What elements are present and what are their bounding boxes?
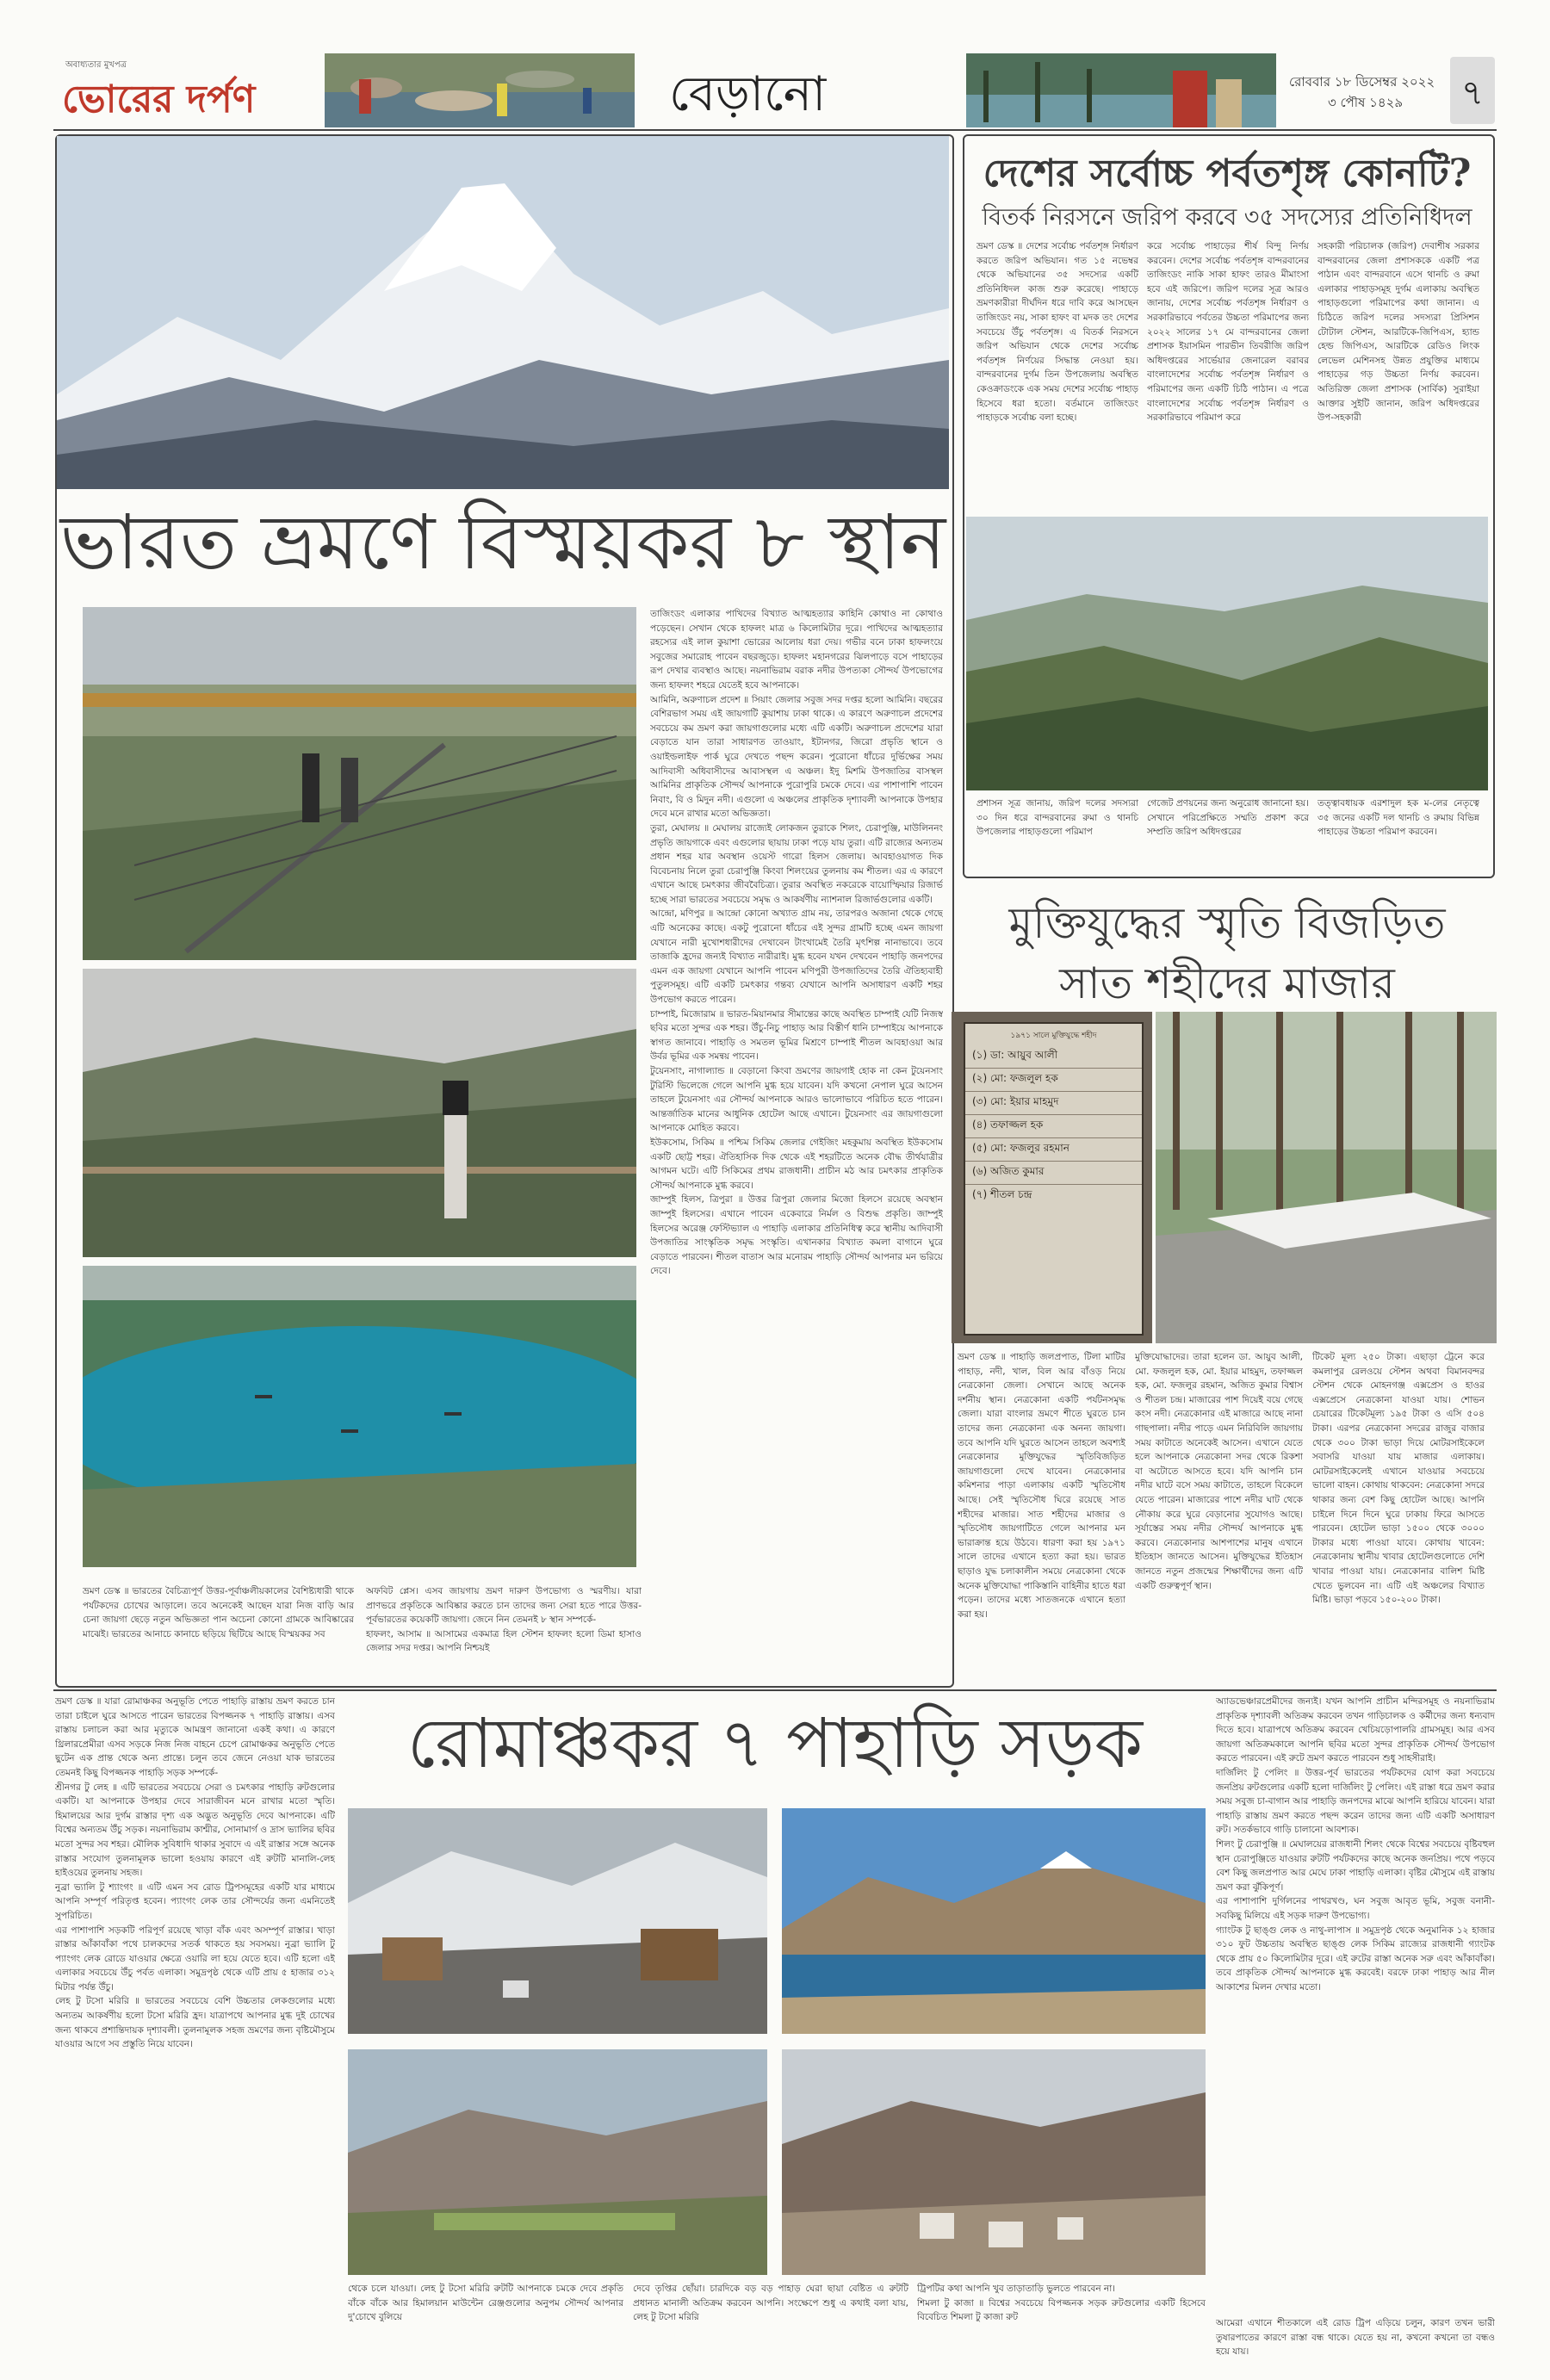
peak-story-title: দেশের সর্বোচ্চ পর্বতশৃঙ্গ কোনটি? <box>983 152 1472 195</box>
masthead-rule <box>53 129 1497 131</box>
roads-story-right: অ্যাডভেঞ্চারপ্রেমীদের জন্যই। যখন আপনি প্রাচীন মন্দিরসমূহ ও নয়নাভিরাম প্রাকৃতিক দৃশ্যাবলী অতিক্রম করবেন তখন গাড়িচালক ও কর্মীদের জন্য ধন্যবাদ দিতে হবে। যাত্রাপথে অতিক্রম করবেন খেচিয়ড়োপালরি গ্রামসমূহ। আর এসব জায়গা অতিক্রমকালে আপনি ছবির মতো সুন্দর প্রাকৃতিক সৌন্দর্য উপভোগ করতে পারবেন। এই রুটে ভ্রমণ করতে পারবেন শুধু সাহসীরাই। দার্জিলিং টু পেলিং ॥ উত্তর-পূর্ব ভারতের পর্যটকদের যোগ করা সবচেয়ে জনপ্রিয় রুটগুলোর একটি হলো দার্জিলিং টু পেলিং। এই রাস্তা ধরে ভ্রমণ করার সময় সবুজ চা-বাগান আর পাহাড়ি জনপদের মাঝে আপনি হারিয়ে যাবেন। যারা পাহাড়ি রাস্তায় ভ্রমণ করতে পছন্দ করেন তাদের জন্য এটি একটি অসাধারণ রুট। সতর্কভাবে গাড়ি চালানো আবশ্যক। শিলং টু চেরাপুঞ্জি ॥ মেঘালয়ের রাজধানী শিলং থেকে বিশ্বের সবচেয়ে বৃষ্টিবহুল স্থান চেরাপুঞ্জিতে যাওয়ার রুটটি পর্যটকদের কাছে অনেক জনপ্রিয়। পথে পড়বে বেশ কিছু জলপ্রপাত আর মেঘে ঢাকা পাহাড়ি এলাকা। বৃষ্টির মৌসুমে এই রাস্তায় ভ্রমণ করা ঝুঁকিপূর্ণ। এর পাশাপাশি দুর্গিলনের পাথরখণ্ড, ঘন সবুজ আবৃত ভূমি, সবুজ বনানী-সবকিছু মিলিয়ে এই সড়ক দারুণ উপভোগ্য। গ্যাংটক টু ছাঙ্গু লেক ও নাথু-লাপাস ॥ সমুদ্রপৃষ্ঠ থেকে অনুমানিক ১২ হাজার ৩১০ ফুট উচ্চতায় অবস্থিত ছাঙ্গু লেক সিকিম রাজ্যের রাজধানী গ্যাংটক থেকে প্রায় ৫০ কিলোমিটার দূরে। এই রুটের রাস্তা অনেক সরু এবং আঁকাবাঁকা। তবে প্রাকৃতিক সৌন্দর্য আপনাকে মুগ্ধ করবেই। বরফে ঢাকা পাহাড় আর নীল আকাশের মিলন দেখার মতো। <box>1216 1696 1495 1993</box>
date-line-1: রোববার ১৮ ডিসেম্বর ২০২২ <box>1289 74 1435 90</box>
plaque-board <box>964 1022 1144 1336</box>
martyr-story-title-1: মুক্তিযুদ্ধের স্মৃতি বিজড়িত <box>1008 898 1446 948</box>
peak-story-subtitle: বিতর্ক নিরসনে জরিপ করবে ৩৫ সদস্যের প্রতিনিধিদল <box>982 204 1472 231</box>
india-hero-mountain-photo <box>57 136 949 489</box>
india-bridge-photo <box>83 607 636 960</box>
martyr-graves-photo <box>1156 1012 1497 1343</box>
india-story-title: ভারত ভ্রমণে বিস্ময়কর ৮ স্থান <box>59 498 946 586</box>
roads-town-photo <box>348 1808 767 2034</box>
plaque-line-1: (১) ডা: আয়ুব আলী <box>965 1045 1142 1069</box>
plaque-line-3: (৩) মো: ইয়ার মাহমুদ <box>965 1092 1142 1115</box>
roads-story-bottom-2: দেবে তৃপ্তির ছোঁয়া। চারদিকে বড় বড় পাহাড় ঘেরা ছায়া বেষ্টিত এ রুটটি প্রধানত মানালী অতিক্রম করবেন আপনি। সংক্ষেপে শুধু এ কথাই বলা যায়, লেহ টু টসো মরিরি <box>633 2284 908 2323</box>
page-number: ৭ <box>1460 73 1484 113</box>
martyr-plaque-photo <box>952 1012 1152 1343</box>
plaque-line-7: (৭) শীতল চন্দ্র <box>972 1188 1032 1200</box>
peak-story-col-2: করে সর্বোচ্চ পাহাড়ের শীর্ষ বিন্দু নির্ণয় করবেন। দেশের সর্বোচ্চ পর্বতশৃঙ্গ বান্দরবানের তাজিংডং নাকি সাকা হাফং তারও মীমাংসা হবে এই জরিপে। জরিপ দলের সূত্র আরও জানায়, দেশের সর্বোচ্চ পর্বতশৃঙ্গ নির্ধারণ ও সরকারিভাবে পর্বতের উচ্চতা পরিমাপের জন্য ২০২২ সালের ১৭ মে বান্দরবানের জেলা প্রশাসক ইয়াসমিন পারভীন তিবরীজি জরিপ অধিদপ্তরের সার্ভেয়ার জেনারেল বরাবর বাংলাদেশের সর্বোচ্চ পর্বতশৃঙ্গ নির্ধারণ ও পরিমাপের জন্য একটি চিঠি পাঠান। এ পত্রে বাংলাদেশের সর্বোচ্চ পর্বতশৃঙ্গ নির্ধারণ ও সরকারিভাবে পরিমাপ করে <box>1147 241 1309 424</box>
roads-lake-photo <box>782 1808 1206 2034</box>
martyr-story-title-2: সাত শহীদের মাজার <box>1059 958 1395 1008</box>
peak-story-col-1: ভ্রমণ ডেস্ক ॥ দেশের সর্বোচ্চ পর্বতশৃঙ্গ নির্ধারণ করতে জরিপ অভিযান। গত ১৫ নভেম্বর থেকে অভিযানের ৩৫ সদস্যের একটি প্রতিনিধিদল কাজ শুরু করেছে। পাহাড়ে ভ্রমণকারীরা দীর্ঘদিন ধরে দাবি করে আসছেন তাজিংডং নয়, সাকা হাফং বা মদক তং দেশের সবচেয়ে উঁচু পর্বতশৃঙ্গ। এ বিতর্ক নিরসনে জরিপ অভিযান থেকে দেশের সর্বোচ্চ পর্বতশৃঙ্গ নির্ণয়ের সিদ্ধান্ত নেওয়া হয়। বান্দরবানের দুর্গম তিন উপজেলায় অবস্থিত কেওক্রাডংকে এক সময় দেশের সর্বোচ্চ পাহাড় হিসেবে ধরা হতো। বর্তমানে তাজিংডং পাহাড়কে সর্বোচ্চ বলা হচ্ছে। <box>976 241 1138 424</box>
roads-valley-photo <box>348 2049 767 2275</box>
roads-village-photo <box>782 2049 1206 2275</box>
martyr-story-col-2: মুক্তিযোদ্ধাদের। তারা হলেন ডা. আয়ুব আলী, মো. ফজলুল হক, মো. ইয়ার মাহমুদ, তফাজ্জল হক, মো. ফজলুর রহমান, অজিত কুমার বিশ্বাস ও শীতল চন্দ্র। মাজারের পাশ দিয়েই বয়ে গেছে কংস নদী। নেত্রকোনার এই মাজারে আছে নানা গাছপালা। নদীর পাড়ে এমন নিরিবিলি জায়গায় সময় কাটাতে অনেকেই আসেন। এখানে যেতে হলে আপনাকে নেত্রকোনা সদর থেকে রিকশা বা অটোতে আসতে হবে। যদি আপনি চান নদীর ঘাটে বসে সময় কাটাতে, তাহলে বিকেলে যেতে পারেন। মাজারের পাশে নদীর ঘাট থেকে নৌকায় করে ঘুরে বেড়ানোর সুযোগও আছে। সূর্যাস্তের সময় নদীর সৌন্দর্য আপনাকে মুগ্ধ করবে। নেত্রকোনার আশপাশের মানুষ এখানে ইতিহাস জানতে আসেন। মুক্তিযুদ্ধের ইতিহাস জানতে নতুন প্রজন্মের শিক্ষার্থীদের জন্য এটি একটি গুরুত্বপূর্ণ স্থান। <box>1135 1352 1303 1591</box>
peak-story-col-3: সহকারী পরিচালক (জরিপ) দেবাশীষ সরকার বান্দরবানের জেলা প্রশাসককে একটি পত্র পাঠান এবং বান্দরবানে এসে থানচি ও রুমা এলাকার পাহাড়সমূহ দুর্গম এলাকায় অবস্থিত পাহাড়গুলো পরিমাপের কথা জানান। এ চিঠিতে জরিপ দলের সদস্যরা প্রিসিশন টোটাল স্টেশন, আরটিকে-জিপিএস, হ্যান্ড হেল্ড জিপিএস, আরটিকে রেডিও লিংক লেভেল মেশিনসহ উন্নত প্রযুক্তির মাধ্যমে পাহাড়ের গড় উচ্চতা নির্ণয় করবেন। অতিরিক্ত জেলা প্রশাসক (সার্বিক) সুরাইয়া আক্তার সুইটি জানান, জরিপ অধিদপ্তরের উপ-সহকারী <box>1318 241 1479 424</box>
roads-story-bottom-4: আমেরা এখানে শীতকালে এই রোড ট্রিপ এড়িয়ে চলুন, কারণ তখন ভারী তুষারপাতের কারণে রাস্তা বন্ধ থাকে। যেতে হয় না, কখনো কখনো তা বন্ধও হয়ে যায়। <box>1216 2318 1495 2358</box>
masthead-photo-left <box>325 53 635 127</box>
india-story-body: তাজিংডং এলাকার পাখিদের বিখ্যাত আত্মহত্যার কাহিনি কোথাও না কোথাও পড়েছেন। সেখান থেকে হাফলং মাত্র ৬ কিলোমিটার দূরে। পাখিদের আত্মহত্যার রহস্যের এই লাল কুয়াশা ভোরের আলোয় ধরা দেয়। গভীর বনে ঢাকা হাফলংয়ে সবুজের সমারোহ পাবেন বছরজুড়ে। হাফলং মহানগরের ঝিলপাড়ে বসে পাহাড়ের রূপ দেখার ব্যবস্থাও আছে। নয়নাভিরাম বরাক নদীর উপত্যকা সৌন্দর্য উপভোগের জন্য হাফলং শহরে যেতেই হবে আপনাকে। আমিনি, অরুণাচল প্রদেশ ॥ সিয়াং জেলার সবুজ সদর দপ্তর হলো আমিনি। বছরের বেশিরভাগ সময় এই জায়গাটি কুয়াশায় ঢাকা থাকে। এ কারণে অরুণাচল প্রদেশের সবচেয়ে কম ভ্রমণ করা জায়গাগুলোর মধ্যে এটি একটি। অরুণাচল প্রদেশের যারা বেড়াতে যান তারা সাধারণত তাওয়াং, ইটানগর, জিরো প্রভৃতি স্থানে ও ওয়াইল্ডলাইফ পার্ক ঘুরে দেখতে পছন্দ করেন। পুরোনো ধাঁচের দুর্ভিক্ষের সময় আদিবাসী অধিবাসীদের আবাসস্থল এ অঞ্চল। ইদু মিশমি উপজাতির বাসস্থল আমিনির প্রাকৃতিক সৌন্দর্য আপনাকে পুরোপুরি চমকে দেবে। এর পাশাপাশি পাবেন নিবাং, বি ও মিদুন নদী। এগুলো এ অঞ্চলের প্রাকৃতিক দৃশ্যাবলী আপনাকে উপহার দেবে মনে রাখার মতো অভিজ্ঞতা। তুরা, মেঘালয় ॥ মেঘালয় রাজ্যেই লোকজন তুরাকে শিলং, চেরাপুঞ্জি, মাউলিননং প্রভৃতি জায়গাকে এবং এগুলোর ছায়ায় ঢাকা পড়ে যায় তুরা। এটি রাজ্যের অন্যতম প্রধান শহর যার অবস্থান ওয়েস্ট গারো হিলস জেলায়। আবহাওয়াগত দিক বিবেচনায় নিলে তুরা চেরাপুঞ্জি কিংবা শিলংয়ের তুলনায় কম শীতল। এর এ কারণে এখানে আছে চমৎকার জীববৈচিত্র্য। তুরার অবস্থিত নকরেকে বায়োস্ফিয়ার রিজার্ভ হচ্ছে সারা ভারতের সবচেয়ে সমৃদ্ধ ও আকর্ষণীয় ন্যাশনাল রিজার্ভগুলোর একটি। আন্দ্রো, মণিপুর ॥ আন্দ্রো কোনো অখ্যাত গ্রাম নয়, তারপরও অজানা থেকে গেছে এটি অনেকের কাছে। একটু পুরোনো ধাঁচের এই সুন্দর গ্রামটি হচ্ছে এমন জায়গা যেখানে নারী মুখোশধারীদের দেখাবেন টাংখামেই তৈরি মৃৎশিল্প নানাভাবে। তবে তাজাকি হ্রদের জন্যই বিখ্যাত নারীরাই। মুগ্ধ হবেন যখন দেখবেন পাহাড়ি জনপদের এমন এক জায়গা যেখানে আপনি পাবেন মণিপুরী উপজাতিদের তৈরি ঐতিহ্যবাহী পুতুলসমূহ। এটি একটি চমৎকার গন্তব্য যেখানে আপনি অসাধারণ একটি শহর উপভোগ করতে পারেন। চাম্পাই, মিজোরাম ॥ ভারত-মিয়ানমার সীমান্তের কাছে অবস্থিত চাম্পাই যেটি নিজস্ব ছবির মতো সুন্দর এক শহর। উঁচু-নিচু পাহাড় আর বিস্তীর্ণ ধানি চাম্পাইয়ে আপনাকে স্বাগত জানাবে। পাহাড়ি ও সমতল ভূমির মিশ্রণে চাম্পাই শীতল আবহাওয়া আর উর্বর ভূমির এক সমন্বয় পাবেন। টুয়েনসাং, নাগাল্যান্ড ॥ বেড়ানো কিংবা ভ্রমণের জায়গাই হোক না কেন টুয়েনসাং টুরিস্টি ভিলেজে গেলে আপনি মুগ্ধ হয়ে যাবেন। যদি কখনো নেপাল ঘুরে আসেন তাহলে টুয়েনসাং এর সৌন্দর্য আপনাকে আরও ভালোভাবে পরিচিত হতে পারেন। আন্তর্জাতিক মানের আধুনিক হোটেল আছে এখানে। টুয়েনসাং এর জায়গাগুলো আপনাকে মোহিত করবে। ইউকসোম, সিকিম ॥ পশ্চিম সিকিম জেলার গেইজিং মহকুমায় অবস্থিত ইউকসোম একটি ছোট্ট শহর। ঐতিহাসিক দিক থেকে এই শহরটিতে অনেক বৌদ্ধ তীর্থযাত্রীর আগমন ঘটে। এটি সিকিমের প্রথম রাজধানী। প্রাচীন মঠ আর চমৎকার প্রাকৃতিক সৌন্দর্য আপনাকে মুগ্ধ করবে। জাম্পুই হিলস, ত্রিপুরা ॥ উত্তর ত্রিপুরা জেলার মিজো হিলসে রয়েছে অবস্থান জাম্পুই হিলসের। এখানে পাবেন একেবারে নির্মল ও বিশুদ্ধ প্রকৃতি। জাম্পুই হিলসের অরেঞ্জ ফেস্টিভ্যাল এ পাহাড়ি এলাকার প্রতিনিধিত্ব করে স্থানীয় আদিবাসী উপজাতির সাংস্কৃতিক সমৃদ্ধ সংস্কৃতি। এখানকার বিখ্যাত কমলা বাগানে ঘুরে বেড়াতে পারবেন। শীতল বাতাস আর মনোরম পাহাড়ি সৌন্দর্য আপনার মন ভরিয়ে দেবে। <box>650 609 943 1277</box>
india-lake-photo <box>83 1266 636 1567</box>
roads-story-title: রোমাঞ্চকর ৭ পাহাড়ি সড়ক <box>406 1703 1144 1783</box>
plaque-line-5: (৫) মো: ফজলুর রহমান <box>965 1138 1142 1162</box>
masthead-photo-right <box>966 53 1276 127</box>
martyr-story-col-1: ভ্রমণ ডেস্ক ॥ পাহাড়ি জলপ্রপাত, টিলা মাটির পাহাড়, নদী, খাল, বিল আর বাঁওড় নিয়ে নেত্রকোনা জেলা। সেখানে আছে অনেক দর্শনীয় স্থান। নেত্রকোনা একটি পর্যটনসমৃদ্ধ জেলা। যারা বাংলার ভ্রমণে শীতে ঘুরতে চান তাদের জন্য নেত্রকোনা এক অনন্য জায়গা। তবে আপনি যদি ঘুরতে আসেন তাহলে অবশ্যই নেত্রকোনার মুক্তিযুদ্ধের স্মৃতিবিজড়িত জায়গাগুলো দেখে যাবেন। নেত্রকোনার কমিশনার পাড়া এলাকায় একটি স্মৃতিসৌধ আছে। সেই স্মৃতিসৌধ ঘিরে রয়েছে সাত শহীদের মাজার। সাত শহীদের মাজার ও স্মৃতিসৌধ জায়গাটিতে গেলে আপনার মন ভারাক্রান্ত হয়ে উঠবে। ধারণা করা হয় ১৯৭১ সালে তাদের এখানে হত্যা করা হয়। ভারত ছাড়াও যুদ্ধ চলাকালীন সময়ে নেত্রকোনা থেকে অনেক মুক্তিযোদ্ধা পাকিস্তানি বাহিনীর হাতে ধরা পড়েন। তাদের মধ্যে সাতজনকে এখানে হত্যা করা হয়। <box>958 1352 1125 1620</box>
peak-story-bottom-1: প্রশাসন সূত্র জানায়, জরিপ দলের সদস্যরা ৩০ দিন ধরে বান্দরবানের রুমা ও থানচি উপজেলার পাহাড়গুলো পরিমাপ <box>976 798 1138 838</box>
masthead <box>53 53 1497 127</box>
roads-story-bottom-1: থেকে চলে যাওয়া। লেহ টু টসো মরিরি রুটটি আপনাকে চমকে দেবে প্রকৃতি বাঁকে বাঁকে আর হিমালয়ান মাউন্টেন রেঞ্জগুলোর অনুপম সৌন্দর্য আপনার দু'চোখে বুলিয়ে <box>348 2284 623 2323</box>
plaque-line-2: (২) মো: ফজলুল হক <box>965 1069 1142 1092</box>
peak-story-bottom-3: তত্ত্বাবধায়ক এরশাদুল হক ম-লের নেতৃত্বে ৩৫ জনের একটি দল থানচি ও রুমায় বিভিন্ন পাহাড়ের উচ্চতা পরিমাপ করবেন। <box>1318 798 1479 838</box>
date-line-2: ৩ পৌষ ১৪২৯ <box>1328 95 1404 110</box>
plaque-header: ১৯৭১ সালে মুক্তিযুদ্ধে শহীদ <box>1010 1032 1097 1040</box>
logo-tagline: অবাধ্যতার মুখপত্র <box>65 60 127 70</box>
peak-hills-photo <box>966 517 1488 790</box>
roads-story-left: ভ্রমণ ডেস্ক ॥ যারা রোমাঞ্চকর অনুভূতি পেতে পাহাড়ি রাস্তায় ভ্রমণ করতে চান তারা চাইলে ঘুরে আসতে পারেন ভারতের বিপজ্জনক ৭ পাহাড়ি রাস্তায়। এসব রাস্তায় চলাচল করা আর মৃত্যুকে আমন্ত্রণ জানানো একই কথা। এ কারণে থ্রিলারপ্রেমীরা এসব সড়কে নিজ নিজ বাহনে চেপে রোমাঞ্চকর অনুভূতি পেতে ছুটেন এক প্রান্ত থেকে অন্য প্রান্তে। চলুন তবে জেনে নেওয়া যাক ভারতের তেমনই কিছু বিপজ্জনক পাহাড়ি সড়ক সম্পর্কে- শ্রীনগর টু লেহ ॥ এটি ভারতের সবচেয়ে সেরা ও চমৎকার পাহাড়ি রুটগুলোর একটি। যা আপনাকে উপহার দেবে সারাজীবন মনে রাখার মতো স্মৃতি। হিমালয়ের আর দুর্গম রাস্তার দৃশ্য এক অদ্ভুত অনুভূতি দেবে আপনাকে। এটি বিশ্বের অন্যতম উঁচু সড়ক। নয়নাভিরাম কাশ্মীর, সোনামার্গ ও দ্রাস ভ্যালির ছবির মতো সুন্দর সব শহর। মৌলিক সুবিধাদি থাকার সুবাদে এ এই রাস্তার সঙ্গে অনেক রাস্তার সংযোগ তুলনামূলক ভালো হওয়ায় কারণে এই রুটটি মানালি-লেহ হাইওয়ের তুলনায় সহজ। নুব্রা ভ্যালি টু শ্যাংগং ॥ এটি এমন সব রোড ট্রিপসমূহের একটি যার মাধ্যমে আপনি সম্পূর্ণ পরিতৃপ্ত হবেন। প্যাংগং লেক তার সৌন্দর্যের জন্য এমনিতেই সুপরিচিত। এর পাশাপাশি সড়কটি পরিপূর্ণ রয়েছে খাড়া বাঁক এবং অসম্পূর্ণ রাস্তার। খাড়া রাস্তার আঁকাবাঁকা পথে চালকদের সতর্ক থাকতে হয় সবসময়। নুব্রা ভ্যালি টু প্যাংগং লেক রোডে যাওয়ার ক্ষেত্রে ওয়ারি লা হয়ে যেতে হবে। এটি হলো এই এলাকার সবচেয়ে উঁচু পর্বত এলাকা। সমুদ্রপৃষ্ঠ থেকে এটি প্রায় ৫ হাজার ৩১২ মিটার পর্যন্ত উঁচু। লেহ টু টসো মরিরি ॥ ভারতের সবচেয়ে বেশি উচ্চতার লেকগুলোর মধ্যে অন্যতম আকর্ষণীয় হলো টসো মরিরি হ্রদ। যাত্রাপথে আপনার মুগ্ধ দুই চোখের জন্য থাকবে প্রশান্তিদায়ক দৃশ্যাবলী। তুলনামূলক সহজ ভ্রমণের জন্য বৃষ্টিমৌসুমে যাওয়ার আগে সব প্রস্তুতি নিয়ে যাবেন। <box>55 1696 335 2050</box>
page-number-badge <box>1450 57 1495 124</box>
plaque-line-4: (৪) তফাজ্জল হক <box>965 1115 1142 1138</box>
india-story-intro-2: অফবিট প্লেস। এসব জায়গায় ভ্রমণ দারুণ উপভোগ্য ও স্মরণীয়। যারা প্রাণভরে প্রকৃতিকে আবিষ্কার করতে চান তাদের জন্য সেরা হতে পারে উত্তর-পূর্বভারতের কয়েকটি জায়গা। জেনে নিন তেমনই ৮ স্থান সম্পর্কে- হাফলং, আসাম ॥ আসামের একমাত্র হিল স্টেশন হাফলং হলো ডিমা হাসাও জেলার সদর দপ্তর। আপনি নিশ্চয়ই <box>366 1586 642 1654</box>
section-title: বেড়ানো <box>669 66 827 122</box>
newspaper-logo[interactable]: ভোরের দর্পণ <box>62 77 256 121</box>
roads-story-rule <box>53 1689 1497 1691</box>
peak-story-bottom-2: গেজেট প্রণয়নের জন্য অনুরোধ জানানো হয়। সেখানে পরিপ্রেক্ষিতে সম্মতি প্রকাশ করে সম্প্রতি জরিপ অধিদপ্তরের <box>1147 798 1309 838</box>
martyr-story-col-3: টিকেট মূল্য ২৫০ টাকা। এছাড়া ট্রেনে করে কমলাপুর রেলওয়ে স্টেশন অথবা বিমানবন্দর স্টেশন থেকে মোহনগঞ্জ এক্সপ্রেস ও হাওর এক্সপ্রেসে নেত্রকোনা যাওয়া যায়। শোভন চেয়ারের টিকেটমূল্য ১৯৫ টাকা ও এসি ৫০৪ টাকা। এরপর নেত্রকোনা সদরের রাজুর বাজার থেকে ৩০০ টাকা ভাড়া দিয়ে মোটরসাইকেলে সবাসরি যাওয়া যায় মাজার এলাকায়। মোটরসাইকেলেই এখানে যাওয়ার সবচেয়ে ভালো বাহন। কোথায় থাকবেন: নেত্রকোনা সদরে থাকার জন্য বেশ কিছু হোটেল আছে। আপনি চাইলে দিনে দিনে ঘুরে ঢাকায় ফিরে আসতে পারবেন। হোটেল ভাড়া ১৫০০ থেকে ৩০০০ টাকার মধ্যে পাওয়া যাবে। কোথায় খাবেন: নেত্রকোনায় স্থানীয় খাবার হোটেলগুলোতে দেশি খাবার পাওয়া যায়। নেত্রকোনার বালিশ মিষ্টি খেতে ভুলবেন না। এটি এই অঞ্চলের বিখ্যাত মিষ্টি। ভাড়া পড়বে ১৫০-২০০ টাকা। <box>1312 1352 1485 1606</box>
plaque-line-6: (৬) অজিত কুমার <box>965 1162 1142 1185</box>
roads-story-bottom-3: ট্রিপটির কথা আপনি খুব তাড়াতাড়ি ভুলতে পারবেন না। শিমলা টু কাজা ॥ বিশ্বের সবচেয়ে বিপজ্জনক সড়ক রুটগুলোর একটি হিসেবে বিবেচিত শিমলা টু কাজা রুট <box>917 2284 1206 2323</box>
india-viewpoint-photo <box>83 969 636 1257</box>
india-story-intro-1: ভ্রমণ ডেস্ক ॥ ভারতের বৈচিত্র্যপূর্ণ উত্তর-পূর্বাঞ্চলীয়কালের বৈশিষ্ট্যধারী থাকে পর্যটকদের চোখের আড়ালে। তবে অনেকেই আছেন যারা নিজ বাড়ি আর চেনা জায়গা ছেড়ে নতুন অভিজ্ঞতা পান অচেনা কোনো গ্রামকে আবিষ্কারের মাঝেই। ভারতের আনাচে কানাচে ছড়িয়ে ছিটিয়ে আছে বিস্ময়কর সব <box>83 1586 354 1639</box>
